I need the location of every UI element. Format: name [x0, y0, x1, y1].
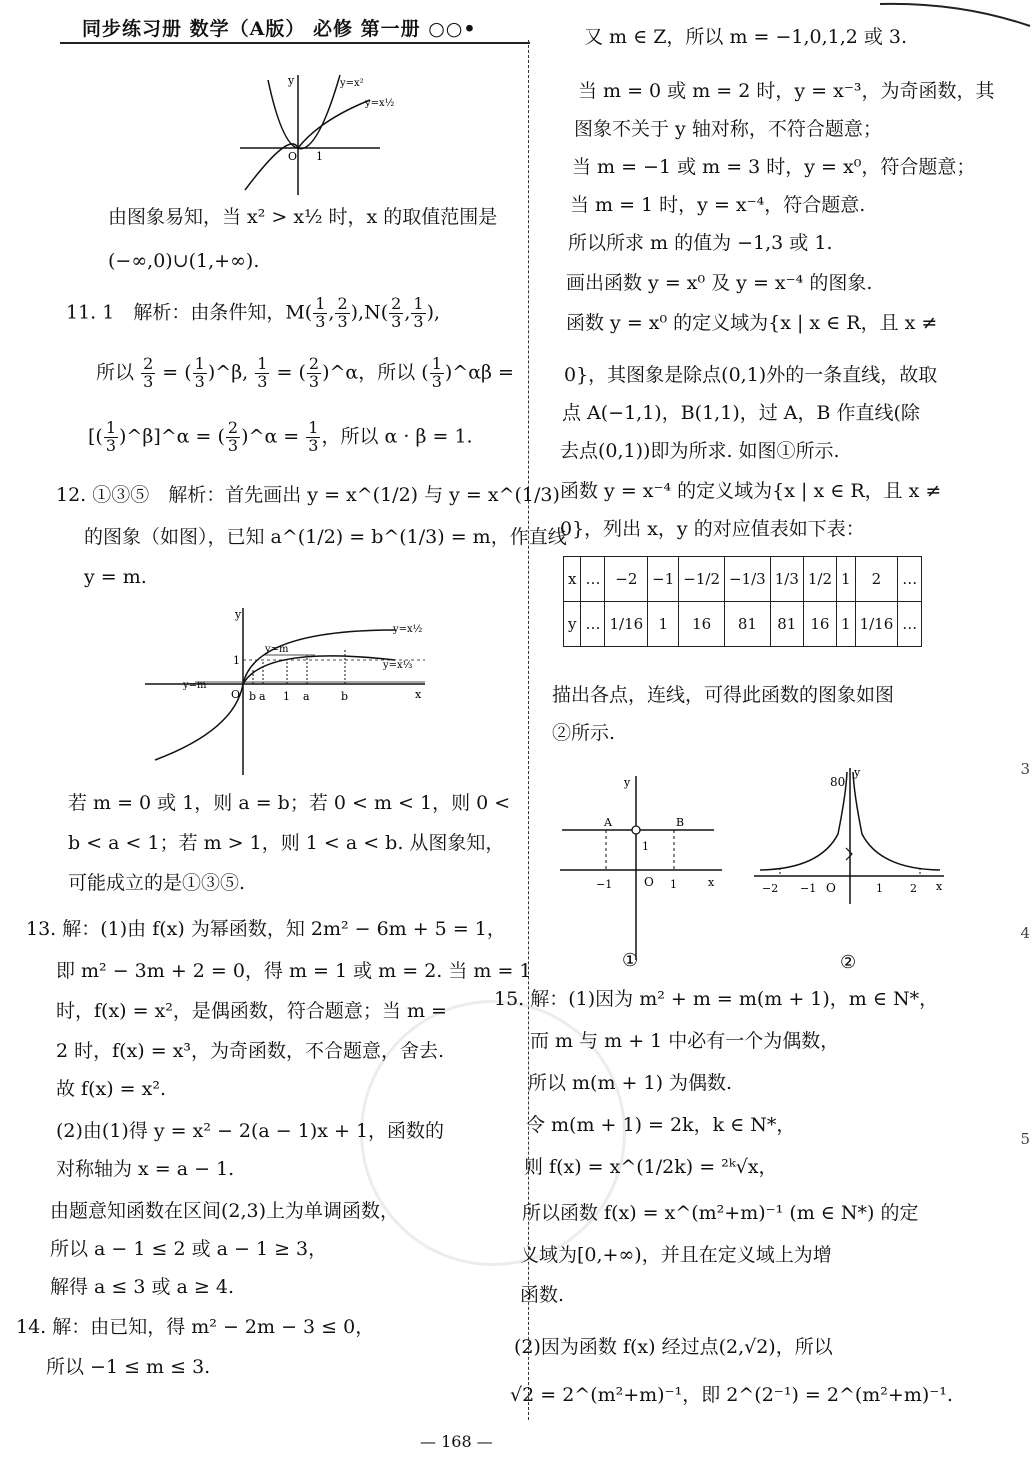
fig-top-label-x2: y=x²	[340, 78, 364, 89]
side-mark: 3	[1020, 760, 1030, 778]
fig2-p2: 2	[910, 882, 917, 895]
text-line: 所以 −1 ≤ m ≤ 3.	[46, 1356, 211, 1378]
text-line: 的图象（如图），已知 a^(1/2) = b^(1/3) = m，作直线	[84, 526, 567, 548]
text-line: 义域为[0,+∞)，并且在定义域上为增	[520, 1244, 832, 1266]
fig1-m1: −1	[596, 878, 613, 891]
text-line: 当 m = 0 或 m = 2 时，y = x⁻³，为奇函数，其	[578, 80, 995, 102]
text-line: 描出各点，连线，可得此函数的图象如图	[552, 684, 895, 706]
figure-power-functions-top	[230, 70, 410, 200]
text-line: 所以函数 f(x) = x^(m²+m)⁻¹ (m ∈ N*) 的定	[522, 1202, 919, 1224]
text-line: 13. 解：(1)由 f(x) 为幂函数，知 2m² − 6m + 5 = 1，	[26, 918, 506, 940]
fraction: $\frac{1}{3}$	[315, 294, 326, 331]
fig-top-label-1: 1	[316, 150, 323, 163]
table-cell: y	[564, 602, 581, 647]
text-line: 又 m ∈ Z，所以 m = −1,0,1,2 或 3.	[584, 26, 908, 48]
fig1-caption: ①	[622, 950, 639, 970]
table-cell: −1/3	[725, 557, 771, 602]
fig2-m2: −2	[762, 882, 779, 895]
table-cell: 2	[855, 557, 898, 602]
table-cell: 1	[648, 602, 679, 647]
text-line: 则 f(x) = x^(1/2k) = ²ᵏ√x，	[524, 1156, 778, 1178]
text-line: 即 m² − 3m + 2 = 0，得 m = 1 或 m = 2. 当 m = 1	[56, 960, 532, 982]
text-line: 12. ①③⑤ 解析：首先画出 y = x^(1/2) 与 y = x^(1/3)	[56, 484, 560, 506]
table-cell: 1/2	[803, 557, 836, 602]
figure-1	[556, 770, 726, 970]
fig12-x13: y=x⅓	[383, 660, 413, 671]
fig12-x12: y=x½	[393, 624, 423, 635]
table-cell: 1/16	[605, 602, 648, 647]
table-cell: −1	[648, 557, 679, 602]
text-line: 函数 y = x⁻⁴ 的定义域为{x | x ∈ R，且 x ≠	[560, 480, 942, 502]
text-line: 画出函数 y = x⁰ 及 y = x⁻⁴ 的图象.	[566, 272, 873, 294]
table-cell: 81	[770, 602, 803, 647]
fig12-tb: b	[341, 690, 349, 703]
fraction: $\frac{2}{3}$	[391, 294, 402, 331]
fraction: $\frac{1}{3}$	[413, 294, 424, 331]
fig2-p1: 1	[876, 882, 883, 895]
fig12-a: a	[259, 690, 266, 703]
fig1-x: x	[708, 876, 715, 889]
table-cell: …	[581, 557, 605, 602]
fig12-x: x	[415, 688, 422, 701]
fig12-o: O	[231, 688, 241, 701]
q11-text: 11. 1 解析：由条件知，M(	[66, 301, 313, 324]
text-line: 而 m 与 m + 1 中必有一个为偶数，	[530, 1030, 840, 1052]
fig12-ta: a	[303, 690, 310, 703]
table-cell: −2	[605, 557, 648, 602]
text-line: 函数 y = x⁰ 的定义域为{x | x ∈ R，且 x ≠	[566, 312, 938, 334]
q11-line3: [( $\frac{1}{3}$ )^β]^α = ( $\frac{2}{3}$ )^α = $\frac{1}{3}$ ，所以 α · β = 1.	[88, 418, 473, 455]
text-line: 函数.	[520, 1284, 565, 1306]
fig2-x: x	[936, 880, 943, 893]
value-table	[563, 556, 922, 647]
text-line: 所以所求 m 的值为 −1,3 或 1.	[568, 232, 833, 254]
text-line: 由图象易知，当 x² > x½ 时，x 的取值范围是	[108, 206, 498, 228]
text-line: 所以 a − 1 ≤ 2 或 a − 1 ≥ 3，	[50, 1238, 328, 1260]
fig2-m1: −1	[800, 882, 817, 895]
text-line: (2)因为函数 f(x) 经过点(2,√2)，所以	[514, 1336, 833, 1358]
figure-2	[750, 764, 950, 974]
text-line: 故 f(x) = x².	[56, 1078, 166, 1100]
fig-top-label-x12: y=x½	[365, 98, 395, 109]
text-line: (−∞,0)∪(1,+∞).	[108, 250, 260, 272]
side-mark: 4	[1020, 924, 1030, 942]
side-mark: 5	[1020, 1130, 1030, 1148]
page-number: — 168 —	[420, 1432, 493, 1451]
fig12-t1: 1	[283, 690, 290, 703]
text-line: 可能成立的是①③⑤.	[68, 872, 246, 894]
text-line: 14. 解：由已知，得 m² − 2m − 3 ≤ 0，	[16, 1316, 375, 1338]
table-row-x	[564, 557, 922, 602]
text-line: 所以 m(m + 1) 为偶数.	[528, 1072, 733, 1094]
fig2-eighty: 80	[830, 775, 846, 789]
text-line: 当 m = −1 或 m = 3 时，y = x⁰，符合题意；	[572, 156, 976, 178]
table-cell: …	[581, 602, 605, 647]
fig-top-label-y: y	[288, 74, 295, 87]
table-cell: 1/16	[855, 602, 898, 647]
fig12-ym2: y=m	[265, 644, 289, 655]
text-line: y = m.	[84, 566, 147, 588]
fraction: $\frac{2}{3}$	[337, 294, 348, 331]
table-cell: 1/3	[770, 557, 803, 602]
text-line: 2 时，f(x) = x³，为奇函数，不合题意，舍去.	[56, 1040, 445, 1062]
table-cell: 1	[837, 557, 856, 602]
text-line: 由题意知函数在区间(2,3)上为单调函数，	[50, 1200, 400, 1222]
fig1-one: 1	[642, 840, 649, 853]
q11-line2: 所以 $\frac{2}{3}$ = ( $\frac{1}{3}$ )^β, $\frac{1}{3}$ = ( $\frac{2}{3}$ )^α，所以 ( $\frac{1}{3}$ )^αβ =	[96, 354, 514, 391]
fig-top-label-o: O	[288, 150, 298, 163]
table-cell: x	[564, 557, 581, 602]
text-line: 若 m = 0 或 1，则 a = b；若 0 < m < 1，则 0 <	[68, 792, 511, 814]
text-line: 解得 a ≤ 3 或 a ≥ 4.	[50, 1276, 234, 1298]
fig1-y: y	[624, 776, 631, 789]
table-cell: 16	[679, 602, 725, 647]
text-line: 图象不关于 y 轴对称，不符合题意；	[574, 118, 882, 140]
text-line: ②所示.	[552, 722, 616, 744]
fig1-p1: 1	[670, 878, 677, 891]
fig2-o: O	[826, 881, 836, 895]
fig12-one: 1	[233, 654, 240, 667]
text-line: b < a < 1；若 m > 1，则 1 < a < b. 从图象知，	[68, 832, 505, 854]
text-line: 15. 解：(1)因为 m² + m = m(m + 1)，m ∈ N*，	[494, 988, 939, 1010]
table-cell: −1/2	[679, 557, 725, 602]
table-cell: …	[898, 557, 922, 602]
table-cell: 16	[803, 602, 836, 647]
header-rule	[60, 42, 530, 44]
table-cell: 1	[837, 602, 856, 647]
table-row-y	[564, 602, 922, 647]
text-line: 时，f(x) = x²，是偶函数，符合题意；当 m =	[56, 1000, 447, 1022]
text-line: 对称轴为 x = a − 1.	[56, 1158, 235, 1180]
fig12-ym: y=m	[183, 680, 207, 691]
text-line: 0}，列出 x，y 的对应值表如下表：	[560, 518, 865, 540]
table-cell: …	[898, 602, 922, 647]
fig1-o: O	[644, 875, 654, 889]
text-line: 当 m = 1 时，y = x⁻⁴，符合题意.	[570, 194, 866, 216]
fig12-y: y	[235, 608, 242, 621]
text-line: 点 A(−1,1)，B(1,1)，过 A，B 作直线(除	[562, 402, 920, 424]
fig2-caption: ②	[840, 952, 857, 973]
text-line: (2)由(1)得 y = x² − 2(a − 1)x + 1，函数的	[56, 1120, 445, 1142]
text-line: 令 m(m + 1) = 2k，k ∈ N*，	[526, 1114, 796, 1136]
fig2-y: y	[854, 766, 861, 779]
text-line: 去点(0,1))即为所求. 如图①所示.	[560, 440, 840, 462]
text-line: 0}，其图象是除点(0,1)外的一条直线，故取	[564, 364, 938, 386]
fig1-A: A	[604, 816, 612, 829]
fig1-B: B	[676, 816, 685, 829]
text-line: √2 = 2^(m²+m)⁻¹，即 2^(2⁻¹) = 2^(m²+m)⁻¹.	[510, 1384, 953, 1406]
page-header: 同步练习册 数学（A版） 必修 第一册 ○○•	[82, 18, 477, 40]
table-cell: 81	[725, 602, 771, 647]
q11-line1: 11. 1 解析：由条件知，M( $\frac{1}{3}$ , $\frac{2}{3}$ ),N( $\frac{2}{3}$ , $\frac{1}{3}$ ),	[66, 294, 441, 331]
figure-q12	[135, 600, 435, 780]
fig12-b: b	[249, 690, 257, 703]
